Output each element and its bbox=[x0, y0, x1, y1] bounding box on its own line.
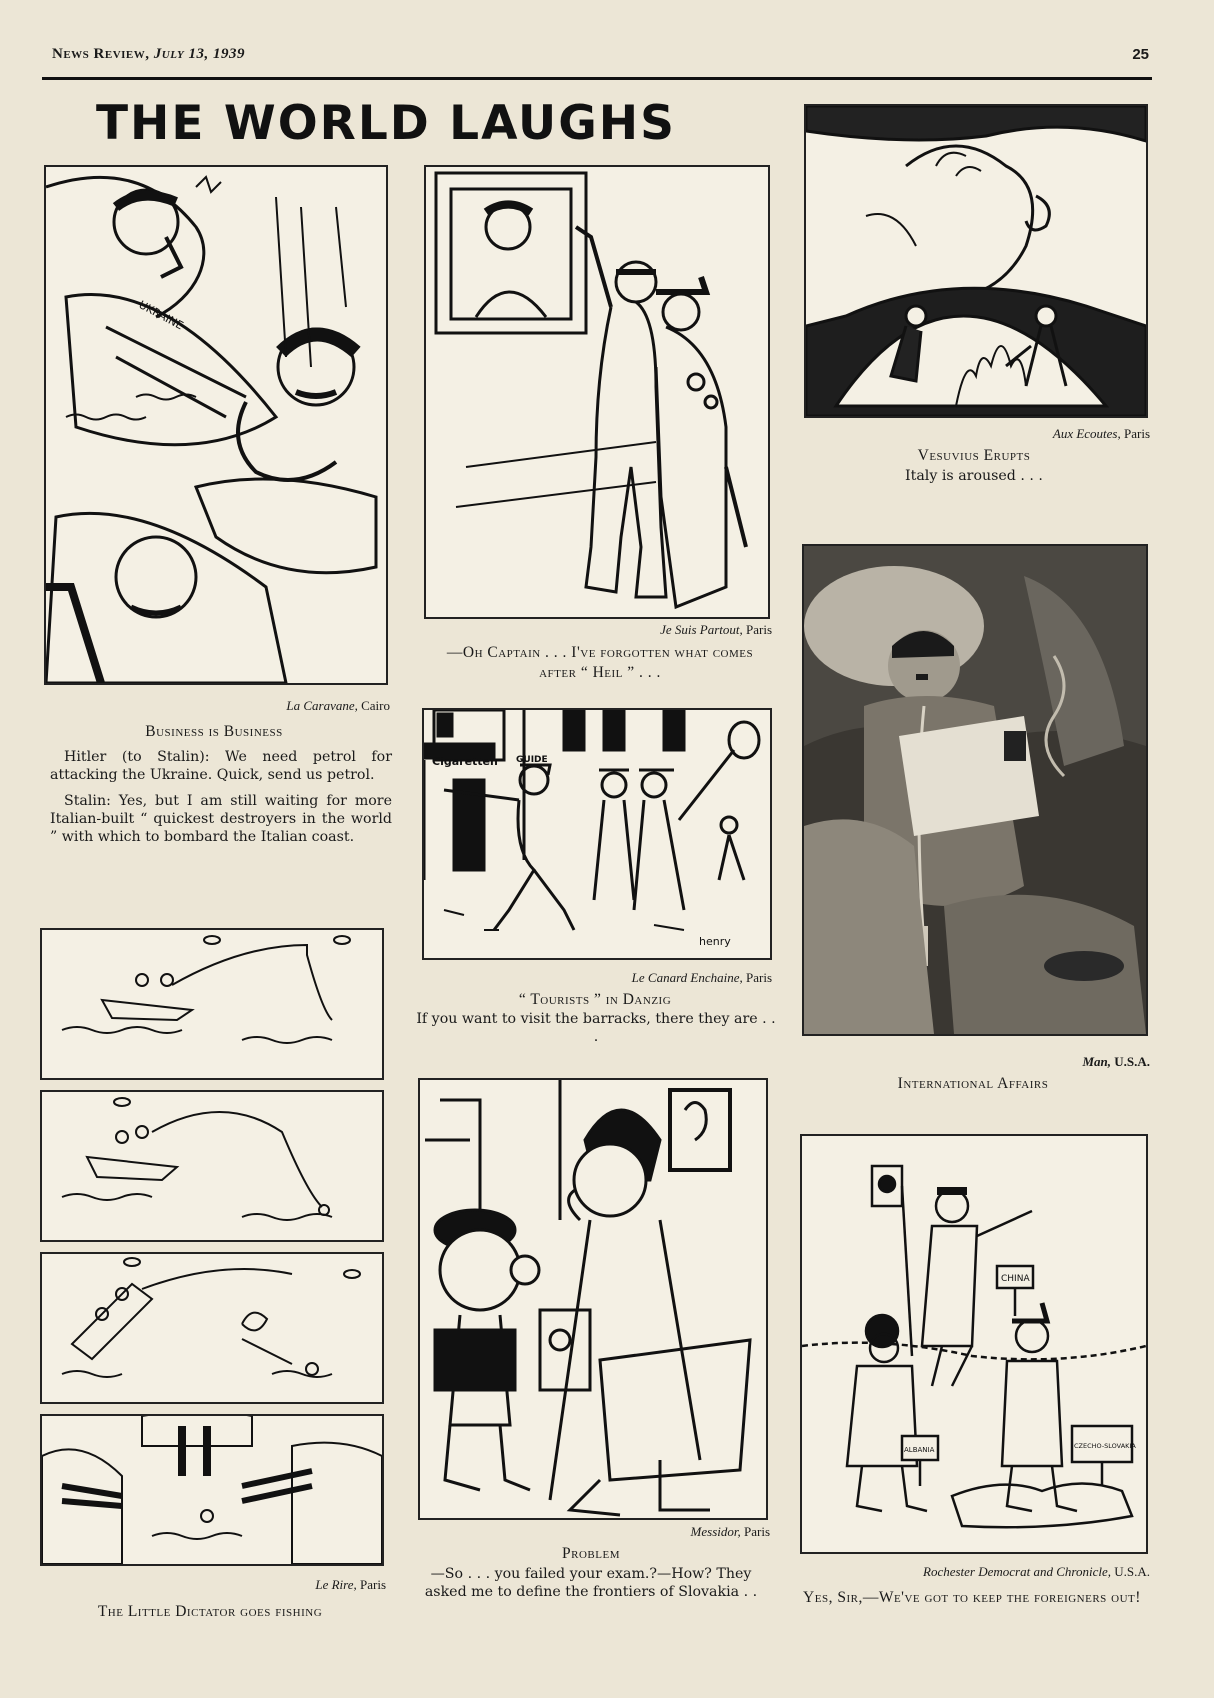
cartoon-source: Le Canard Enchaine, Paris bbox=[631, 970, 772, 985]
cartoon-dialogue bbox=[50, 748, 392, 854]
page-title: THE WORLD LAUGHS bbox=[96, 96, 676, 151]
cartoon-subcaption: If you want to visit the barracks, there they are . . . bbox=[416, 1011, 776, 1045]
cartoon-source: Rochester Democrat and Chronicle, U.S.A. bbox=[923, 1564, 1150, 1579]
issue-date: July 13, 1939 bbox=[153, 46, 246, 62]
dialogue-paragraph: Stalin: Yes, but I am still waiting for more Italian-built “ quickest destroyers in the world ” with which to bombard the Italian coast. bbox=[50, 793, 392, 845]
czecho-slovakia-sign: CZECHO-SLOVAKIA bbox=[1074, 1442, 1136, 1450]
cartoon-international-affairs bbox=[802, 544, 1148, 1036]
cartoon-source: La Caravane, Cairo bbox=[286, 698, 390, 713]
publication-name: News Review, bbox=[52, 46, 150, 62]
cartoon-caption: Business is Business bbox=[145, 723, 283, 740]
header-rule bbox=[42, 77, 1152, 80]
cartoon-source: Aux Ecoutes, Paris bbox=[1052, 426, 1150, 441]
albania-sign: ALBANIA bbox=[904, 1446, 935, 1454]
fishing-panel bbox=[40, 1252, 384, 1404]
cartoon-tourists-in-danzig bbox=[422, 708, 772, 960]
page-number: 25 bbox=[1132, 46, 1149, 63]
cartoon-heil bbox=[424, 165, 770, 619]
cartoon-caption: “ Tourists ” in Danzig bbox=[518, 991, 672, 1008]
cartoon-business-is-business bbox=[44, 165, 388, 685]
cartoon-caption: Yes, Sir,—We've got to keep the foreigners out! bbox=[803, 1589, 1141, 1606]
cartoon-caption: The Little Dictator goes fishing bbox=[97, 1603, 323, 1620]
artist-signature: henry bbox=[699, 935, 731, 948]
fishing-panel bbox=[40, 1090, 384, 1242]
fishing-panel bbox=[40, 928, 384, 1080]
cartoon-source: Man, U.S.A. bbox=[1082, 1054, 1150, 1069]
cartoon-subcaption: —So . . . you failed your exam.?—How? They asked me to define the frontiers of Slovakia . . bbox=[424, 1566, 758, 1600]
cartoon-problem bbox=[418, 1078, 768, 1520]
shop-sign: Cigaretten bbox=[432, 755, 498, 768]
cartoon-source: Messidor, Paris bbox=[690, 1524, 770, 1539]
cartoon-caption: Vesuvius Erupts bbox=[917, 447, 1031, 464]
cartoon-subcaption: Italy is aroused . . . bbox=[905, 468, 1043, 484]
running-header bbox=[52, 46, 245, 63]
dialogue-paragraph: Hitler (to Stalin): We need petrol for attacking the Ukraine. Quick, send us petrol. bbox=[50, 749, 392, 783]
cartoon-vesuvius bbox=[804, 104, 1148, 418]
cartoon-keep-foreigners-out bbox=[800, 1134, 1148, 1554]
guide-cap-label: GUIDE bbox=[516, 755, 548, 765]
cartoon-source: Le Rire, Paris bbox=[315, 1577, 386, 1592]
cartoon-source: Je Suis Partout, Paris bbox=[660, 622, 772, 637]
cartoon-caption: Problem bbox=[562, 1545, 620, 1562]
cartoon-caption: —Oh Captain . . . I've forgotten what comes after “ Heil ” . . . bbox=[446, 644, 754, 681]
fishing-panel bbox=[40, 1414, 384, 1566]
ukraine-map-label: UKRAINE bbox=[136, 298, 186, 333]
cartoon-caption: International Affairs bbox=[897, 1075, 1049, 1092]
china-sign: CHINA bbox=[1001, 1274, 1030, 1284]
